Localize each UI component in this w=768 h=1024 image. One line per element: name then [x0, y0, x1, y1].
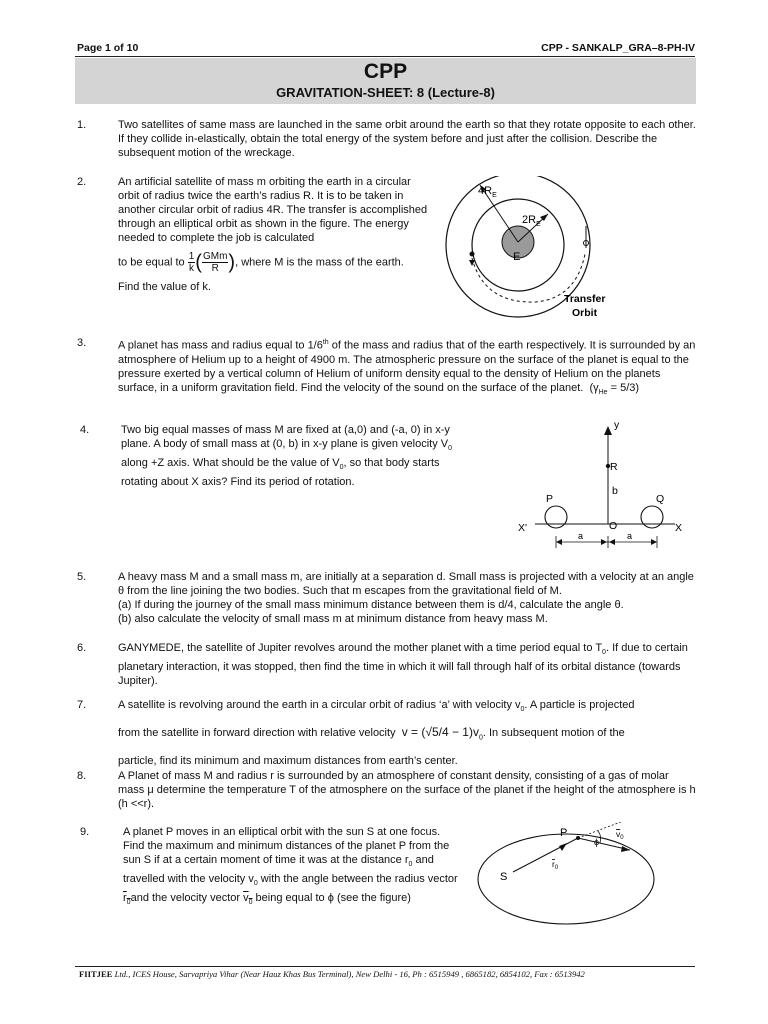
- question-text: A planet P moves in an elliptical orbit with the sun S at one focus. Find the maximum and minimum distances of the planet P from the sun S if at a certain moment of time it was at the distance $r_0$ and travelled with the velocity $v_0$ with the angle between the radius vector $r_0and$ the velocity vector $v_0$ being equal to ϕ (see the figure): [123, 826, 458, 907]
- label-s: S: [500, 871, 508, 883]
- page-subtitle: GRAVITATION-SHEET: 8 (Lecture-8): [276, 85, 495, 100]
- label-orbit: Orbit: [572, 307, 598, 319]
- question-part-b: (b) also calculate the velocity of small mass m at minimum distance from heavy mass M.: [118, 613, 548, 625]
- document-code: CPP - SANKALP_GRA–8-PH-IV: [541, 42, 695, 54]
- header-rule: [75, 56, 695, 57]
- label-b: b: [612, 485, 618, 497]
- velocity-equation: $v = (√5/4 - 1)v_0$: [401, 725, 483, 742]
- label-4re: $4R_E$: [478, 185, 497, 199]
- dim-arrow-mid-left: [601, 539, 607, 545]
- dim-arrow-left: [556, 539, 562, 545]
- question-number: 3.: [77, 337, 87, 349]
- gamma-value: $(\gamma_{He} = 5/3)$: [589, 381, 640, 396]
- label-x-pos: X: [675, 522, 683, 534]
- question-number: 5.: [77, 571, 87, 583]
- label-q: Q: [656, 493, 665, 505]
- question-text: A satellite is revolving around the earth in a circular orbit of radius ‘a’ with velocity $v_0$. A particle is projected from the satellite in forward direction with relative velocity $v = (√5/4 - 1)v_0$. In subsequent motion of the particle, find its minimum and maximum distances from earth’s center.: [118, 699, 635, 767]
- question-number: 2.: [77, 176, 87, 188]
- label-p: P: [560, 827, 568, 839]
- footer-address: [79, 969, 699, 979]
- page-number: Page 1 of 10: [77, 42, 139, 54]
- fraction-1-over-k: $\frac{1}{k}$: [188, 251, 195, 274]
- y-axis-arrow: [604, 426, 612, 435]
- question-part-a: (a) If during the journey of the small mass minimum distance between them is d/4, calculate the angle θ.: [118, 599, 624, 611]
- question-number: 6.: [77, 642, 87, 654]
- equation-tail: , where M is the mass of the earth.: [235, 256, 404, 269]
- radius-vector-arrow: [559, 843, 567, 851]
- two-masses-figure: [510, 418, 700, 563]
- question-number: 1.: [77, 119, 87, 131]
- question-text: A Planet of mass M and radius r is surrounded by an atmosphere of constant density, consisting of a gas of molar mass μ determine the temperature T of the atmosphere on the surface of the planet if the height of the atmosphere is h (h <<r).: [118, 770, 696, 810]
- question-number: 7.: [77, 699, 87, 711]
- label-o: O: [609, 520, 618, 532]
- satellite-inner: [470, 252, 475, 257]
- question-text: Two satellites of same mass are launched in the same orbit around the earth so that they rotate opposite to each other. If they collide in-elastically, obtain the total energy of the system before and just after the collision. Describe the subsequent motion of the wreckage.: [118, 119, 696, 159]
- radius-vector-line: [513, 838, 578, 872]
- label-earth: E: [513, 251, 521, 263]
- mass-q: [641, 506, 663, 528]
- question-text: GANYMEDE, the satellite of Jupiter revolves around the mother planet with a time period equal to $T_0$. If due to certain planetary interaction, it was stopped, then find the time in which it will fall through half of its orbital distance (towards Jupiter).: [118, 642, 688, 688]
- label-x-neg: X': [518, 522, 528, 534]
- question-body: An artificial satellite of mass m orbiting the earth in a circular orbit of radius twice the earth’s radius R. It is to be taken in another circular orbit of radius 4R. The transfer is accomplished through an elliptical orbit as shown in the figure. The energy needed to complete the job is calculated: [118, 176, 428, 244]
- label-r: R: [610, 461, 618, 473]
- footer-brand: FIITJEE: [79, 969, 113, 979]
- label-a-right: a: [627, 531, 633, 541]
- question-text: A planet has mass and radius equal to 1/6th of the mass and radius that of the earth respectively. It is surrounded by an atmosphere of Helium up to a height of 4900 m. The atmospheric pressure on the surface of the planet is equal to the pressure exerted by a vertical column of Helium of uniform density equal to the density of Helium on the planets surface, in a uniform gravitation field. Find the velocity of the sound on the surface of the planet. $(\gamma_{He} = 5/3)$: [118, 339, 696, 396]
- label-2re: $2R_E$: [522, 214, 541, 228]
- label-transfer: Transfer: [564, 293, 606, 305]
- question-ask: Find the value of k.: [118, 281, 211, 293]
- equation-lead: to be equal to: [118, 256, 185, 269]
- page-title: CPP: [363, 60, 408, 83]
- radius-vector-symbol: $r_0$: [123, 892, 131, 907]
- footer-rule: [75, 966, 695, 967]
- transfer-orbit-figure: [436, 176, 616, 324]
- question-number: 8.: [77, 770, 87, 782]
- title-band: [75, 58, 696, 104]
- question-text: Two big equal masses of mass M are fixed at (a,0) and (-a, 0) in x-y plane. A body of small mass at (0, b) in x-y plane is given velocity $V_0$ along +Z axis. What should be the value of $V_0$, so that body starts rotating about X axis? Find its period of rotation.: [121, 424, 453, 489]
- question-number: 4.: [80, 424, 90, 436]
- fraction-gmm-over-r: $\frac{\text{GMm}}{R}$: [202, 251, 228, 274]
- label-y: y: [614, 419, 620, 431]
- footer-text: Ltd., ICES House, Sarvapriya Vihar (Near Hauz Khas Bus Terminal), New Delhi - 16, Ph : 6515949 , 6865182, 6854102, Fax : 6513942: [112, 969, 585, 979]
- question-number: 9.: [80, 826, 90, 838]
- dim-arrow-right: [651, 539, 657, 545]
- question-text: [118, 175, 434, 294]
- question-body: A heavy mass M and a small mass m, are initially at a separation d. Small mass is projected with a velocity at an angle θ from the line joining the two bodies. Such that m escapes from the gravitational field of M.: [118, 571, 694, 597]
- mass-p: [545, 506, 567, 528]
- label-v0: $v_0$: [616, 829, 624, 841]
- label-phi: ϕ: [594, 837, 600, 847]
- question-text: [118, 570, 696, 626]
- label-r0: $r_0$: [552, 859, 559, 871]
- label-a-left: a: [578, 531, 584, 541]
- velocity-vector-symbol: $v_0$: [243, 892, 253, 907]
- dim-arrow-mid-right: [609, 539, 615, 545]
- elliptical-orbit-figure: [458, 822, 658, 932]
- label-p: P: [546, 493, 554, 505]
- question-equation: to be equal to $\frac{1}{k}$ ( $\frac{\text{GMm}}{R}$ ), where M is the mass of the earth.: [118, 251, 404, 274]
